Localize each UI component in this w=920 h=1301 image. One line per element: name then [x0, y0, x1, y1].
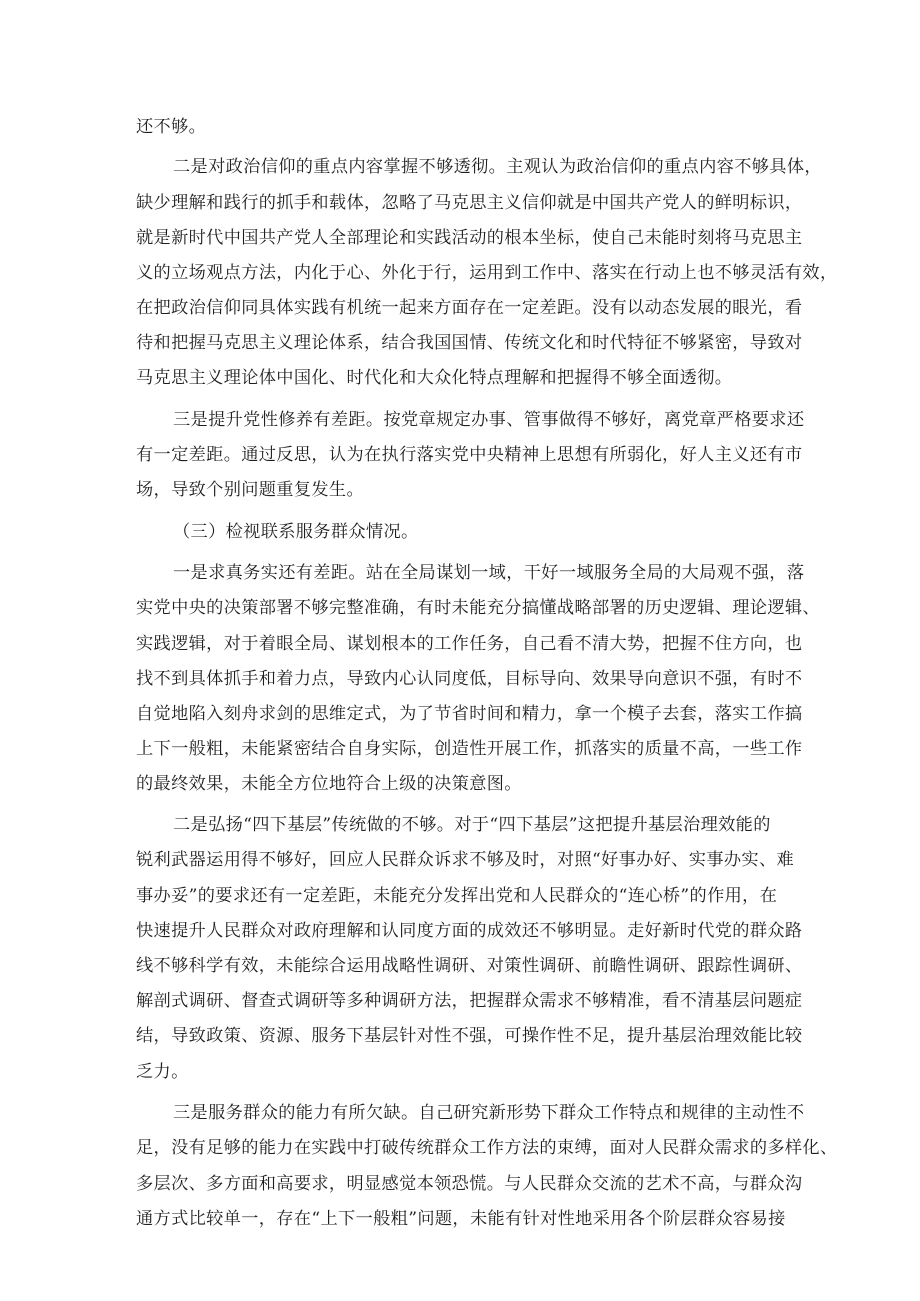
text-line: 缺少理解和践行的抓手和载体，忽略了马克思主义信仰就是中国共产党人的鲜明标识，: [136, 193, 803, 213]
text-line: 在把政治信仰同具体实践有机统一起来方面存在一定差距。没有以动态发展的眼光，看: [136, 298, 803, 318]
text-line: 解剖式调研、督查式调研等多种调研方法，把握群众需求不够精准，看不清基层问题症: [136, 991, 803, 1011]
text-line: 三是提升党性修养有差距。按党章规定办事、管事做得不够好，离党章严格要求还: [173, 410, 805, 430]
text-line: 一是求真务实还有差距。站在全局谋划一域，干好一域服务全局的大局观不强，落: [173, 563, 805, 583]
text-line: 就是新时代中国共产党人全部理论和实践活动的根本坐标，使自己未能时刻将马克思主: [136, 228, 803, 248]
text-line: 义的立场观点方法，内化于心、外化于行，运用到工作中、落实在行动上也不够灵活有效，: [136, 263, 838, 283]
text-line: 待和把握马克思主义理论体系，结合我国国情、传统文化和时代特征不够紧密，导致对: [136, 333, 803, 353]
text-line: 实党中央的决策部署不够完整准确，有时未能充分搞懂战略部署的历史逻辑、理论逻辑、: [136, 598, 820, 618]
text-line: 锐利武器运用得不够好，回应人民群众诉求不够及时，对照“好事办好、实事办实、难: [136, 850, 795, 870]
section-heading-text: （三）检视联系服务群众情况。: [173, 522, 419, 542]
text-line: 二是弘扬“四下基层”传统做的不够。对于“四下基层”这把提升基层治理效能的: [173, 815, 771, 835]
text-line: 三是服务群众的能力有所欠缺。自己研究新形势下群众工作特点和规律的主动性不: [173, 1103, 805, 1123]
text-line: 线不够科学有效，未能综合运用战略性调研、对策性调研、前瞻性调研、跟踪性调研、: [136, 956, 803, 976]
text-line: 有一定差距。通过反思，认为在执行落实党中央精神上思想有所弱化，好人主义还有市: [136, 445, 803, 465]
text-line: 二是对政治信仰的重点内容掌握不够透彻。主观认为政治信仰的重点内容不够具体，: [173, 157, 822, 177]
text-line: 多层次、多方面和高要求，明显感觉本领恐慌。与人民群众交流的艺术不高，与群众沟: [136, 1174, 803, 1194]
text-line: 快速提升人民群众对政府理解和认同度方面的成效还不够明显。走好新时代党的群众路: [136, 921, 803, 941]
text-line: 乏力。: [136, 1062, 189, 1082]
text-line: 自觉地陷入刻舟求剑的思维定式，为了节省时间和精力，拿一个模子去套，落实工作搞: [136, 704, 803, 724]
text-line: 结，导致政策、资源、服务下基层针对性不强，可操作性不足，提升基层治理效能比较: [136, 1026, 803, 1046]
text-line: 足，没有足够的能力在实践中打破传统群众工作方法的束缚，面对人民群众需求的多样化、: [136, 1138, 838, 1158]
text-line: 马克思主义理论体中国化、时代化和大众化特点理解和把握得不够全面透彻。: [136, 368, 733, 388]
text-line: 上下一般粗，未能紧密结合自身实际，创造性开展工作，抓落实的质量不高，一些工作: [136, 739, 803, 759]
text-line: 场，导致个别问题重复发生。: [136, 480, 364, 500]
text-line: 实践逻辑，对于着眼全局、谋划根本的工作任务，自己看不清大势，把握不住方向，也: [136, 634, 803, 654]
text-line: 找不到具体抓手和着力点，导致内心认同度低，目标导向、效果导向意识不强，有时不: [136, 669, 803, 689]
text-line: 事办妥”的要求还有一定差距，未能充分发挥出党和人民群众的“连心桥”的作用，在: [136, 886, 778, 906]
text-line: 通方式比较单一，存在“上下一般粗”问题，未能有针对性地采用各个阶层群众容易接: [136, 1209, 786, 1229]
text-line: 还不够。: [136, 117, 207, 137]
text-line: 的最终效果，未能全方位地符合上级的决策意图。: [136, 774, 522, 794]
